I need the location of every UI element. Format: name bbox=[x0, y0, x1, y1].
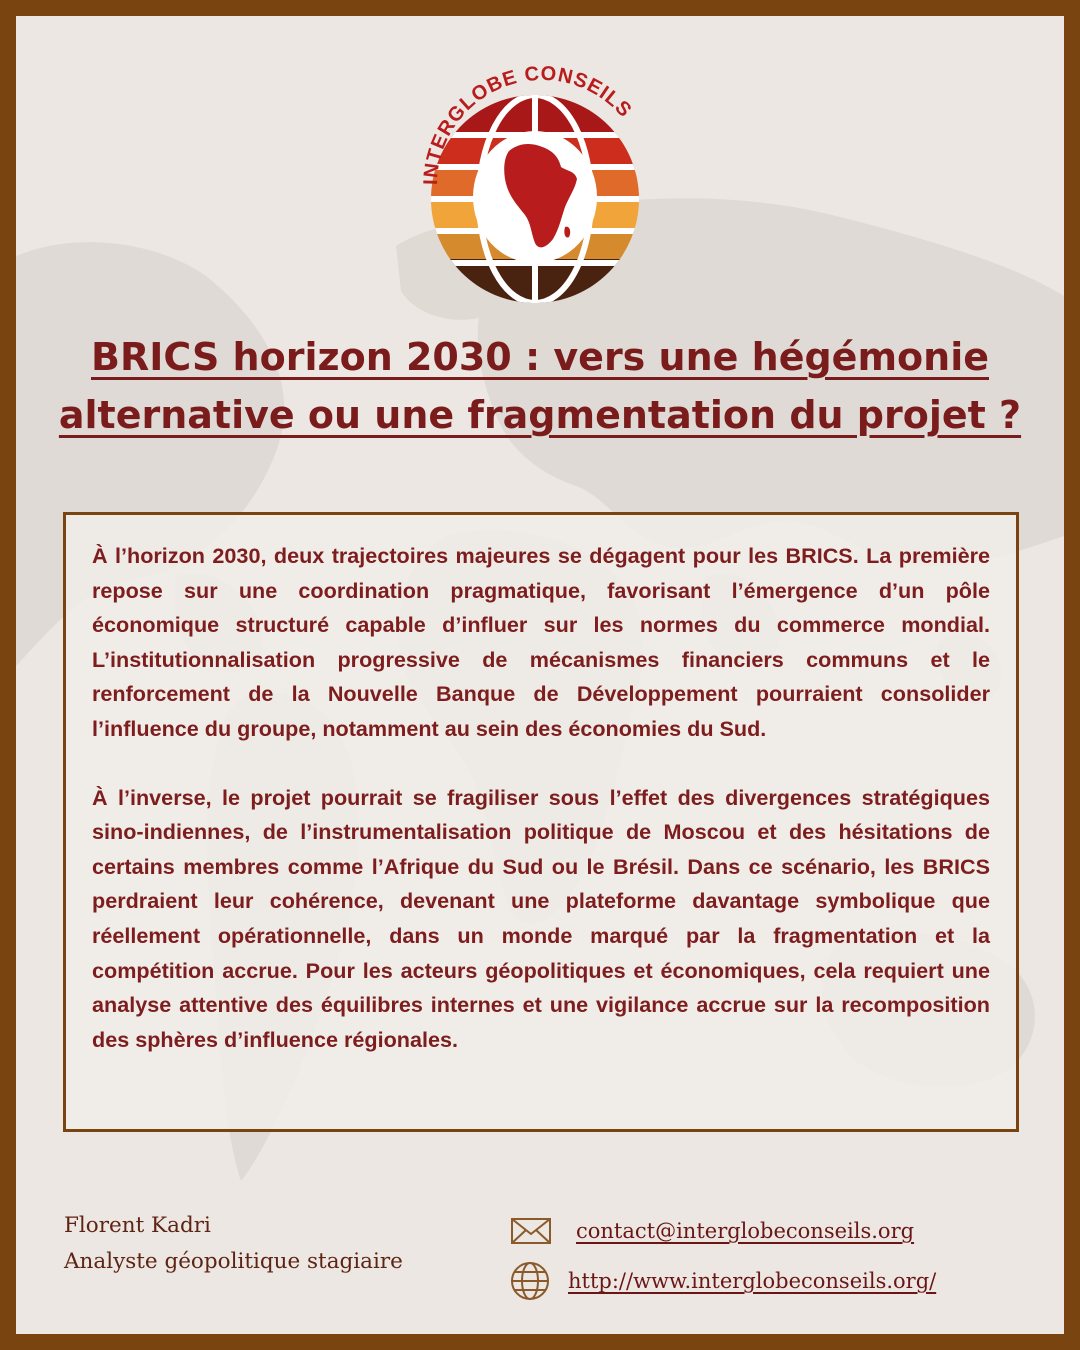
article-text-box bbox=[63, 512, 1019, 1132]
email-row bbox=[510, 1208, 1030, 1254]
website-link[interactable]: http://www.interglobeconseils.org/ bbox=[568, 1269, 937, 1293]
paragraph-1: À l’horizon 2030, deux trajectoires majeures se dégagent pour les BRICS. La première repose sur une coordination pragmatique, favorisant l’émergence d’un pôle économique structuré capable d’influer sur les normes du commerce mondial. L’institutionnalisation progressive de mécanismes financiers communs et le renforcement de la Nouvelle Banque de Développement pourraient consolider l’influence du groupe, notamment au sein des économies du Sud. bbox=[92, 543, 990, 741]
author-name: Florent Kadri bbox=[64, 1213, 211, 1238]
svg-text:INTERGLOBE CONSEILS: INTERGLOBE CONSEILS bbox=[419, 62, 637, 186]
page-title bbox=[16, 328, 1064, 444]
contact-block bbox=[510, 1208, 1030, 1304]
email-link[interactable]: contact@interglobeconseils.org bbox=[576, 1219, 915, 1243]
paragraph-2: À l’inverse, le projet pourrait se fragiliser sous l’effet des divergences stratégiques sino-indiennes, de l’instrumentalisation politique de Moscou et des hésitations de certains membres comme l’Afrique du Sud ou le Brésil. Dans ce scénario, les BRICS perdraient leur cohérence, devenant une plateforme davantage symbolique que réellement opérationnelle, dans un monde marqué par la fragmentation et la compétition accrue. Pour les acteurs géopolitiques et économiques, cela requiert une analyse attentive des équilibres internes et une vigilance accrue sur la recomposition des sphères d’influence régionales. bbox=[92, 784, 990, 1052]
interglobe-conseils-logo bbox=[409, 59, 671, 309]
envelope-icon bbox=[510, 1216, 552, 1246]
author-role: Analyste géopolitique stagiaire bbox=[64, 1249, 403, 1274]
website-row bbox=[510, 1258, 1030, 1304]
title-line-1: BRICS horizon 2030 : vers une hégémonie bbox=[91, 335, 989, 379]
globe-icon bbox=[510, 1261, 550, 1301]
title-line-2: alternative ou une fragmentation du projet ? bbox=[58, 393, 1022, 437]
author-signature bbox=[64, 1208, 403, 1280]
